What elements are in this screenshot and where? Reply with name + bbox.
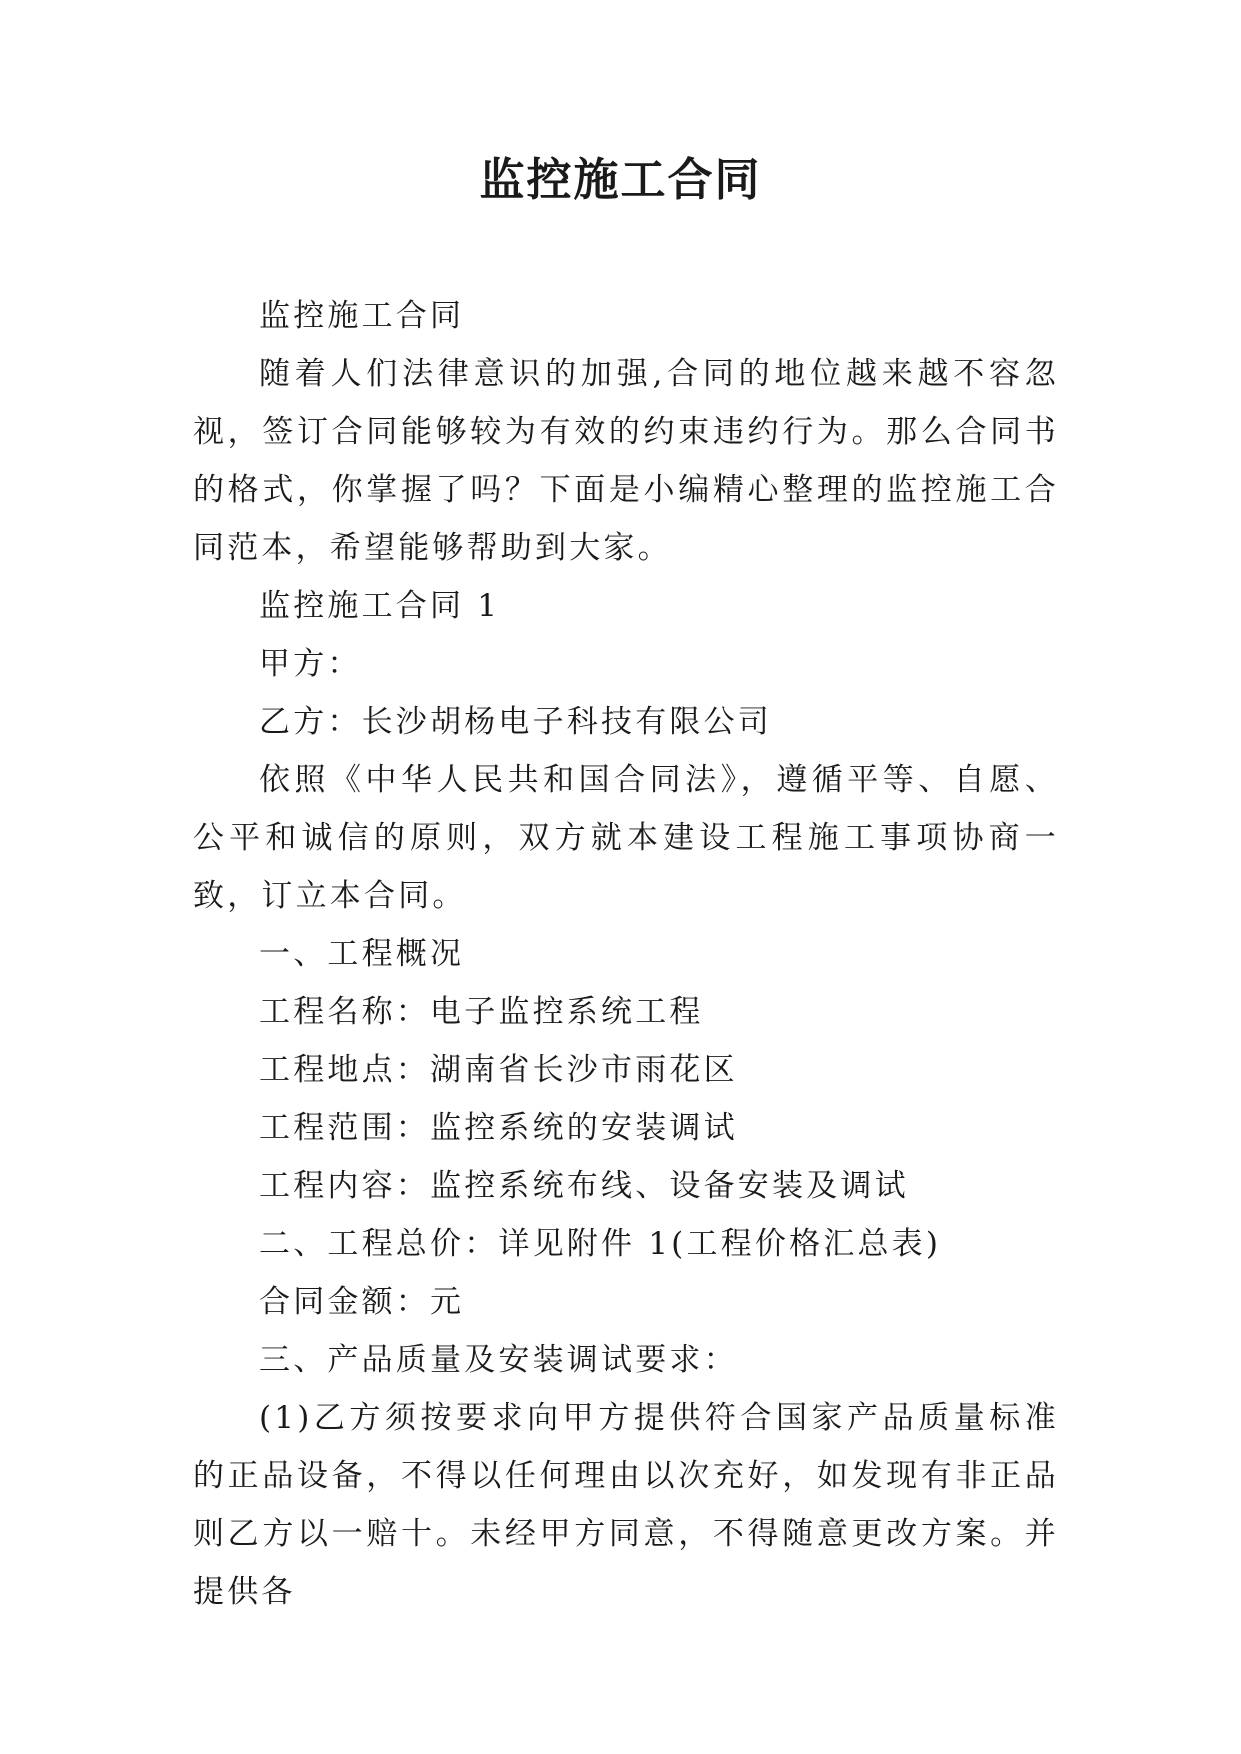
paragraph-contract-amount: 合同金额：元: [259, 1284, 465, 1320]
paragraph-legal-basis: 依照《中华人民共和国合同法》，遵循平等、自愿、公平和诚信的原则，双方就本建设工程施工事项协商一致，订立本合同。: [193, 762, 1059, 914]
section-heading-total-price: 二、工程总价：详见附件 1(工程价格汇总表): [259, 1226, 942, 1262]
paragraph-contract-number: 监控施工合同 1: [259, 588, 501, 624]
section-heading-overview: 一、工程概况: [259, 936, 465, 972]
paragraph-project-location: 工程地点：湖南省长沙市雨花区: [259, 1052, 738, 1088]
document-body: [193, 287, 1059, 1621]
paragraph-project-scope: 工程范围：监控系统的安装调试: [259, 1110, 738, 1146]
section-heading-quality: 三、产品质量及安装调试要求：: [259, 1342, 738, 1378]
paragraph-quality-clause-1: (1)乙方须按要求向甲方提供符合国家产品质量标准的正品设备，不得以任何理由以次充好，如发现有非正品则乙方以一赔十。未经甲方同意，不得随意更改方案。并提供各: [193, 1400, 1059, 1610]
paragraph-project-content: 工程内容：监控系统布线、设备安装及调试: [259, 1168, 909, 1204]
document-title: 监控施工合同: [479, 153, 762, 206]
paragraph-party-b: 乙方：长沙胡杨电子科技有限公司: [259, 704, 772, 740]
paragraph-heading: 监控施工合同: [259, 298, 465, 334]
paragraph-party-a: 甲方：: [259, 646, 362, 682]
paragraph-project-name: 工程名称：电子监控系统工程: [259, 994, 704, 1030]
paragraph-intro: 随着人们法律意识的加强,合同的地位越来越不容忽视，签订合同能够较为有效的约束违约行为。那么合同书的格式，你掌握了吗？下面是小编精心整理的监控施工合同范本，希望能够帮助到大家。: [193, 356, 1059, 566]
